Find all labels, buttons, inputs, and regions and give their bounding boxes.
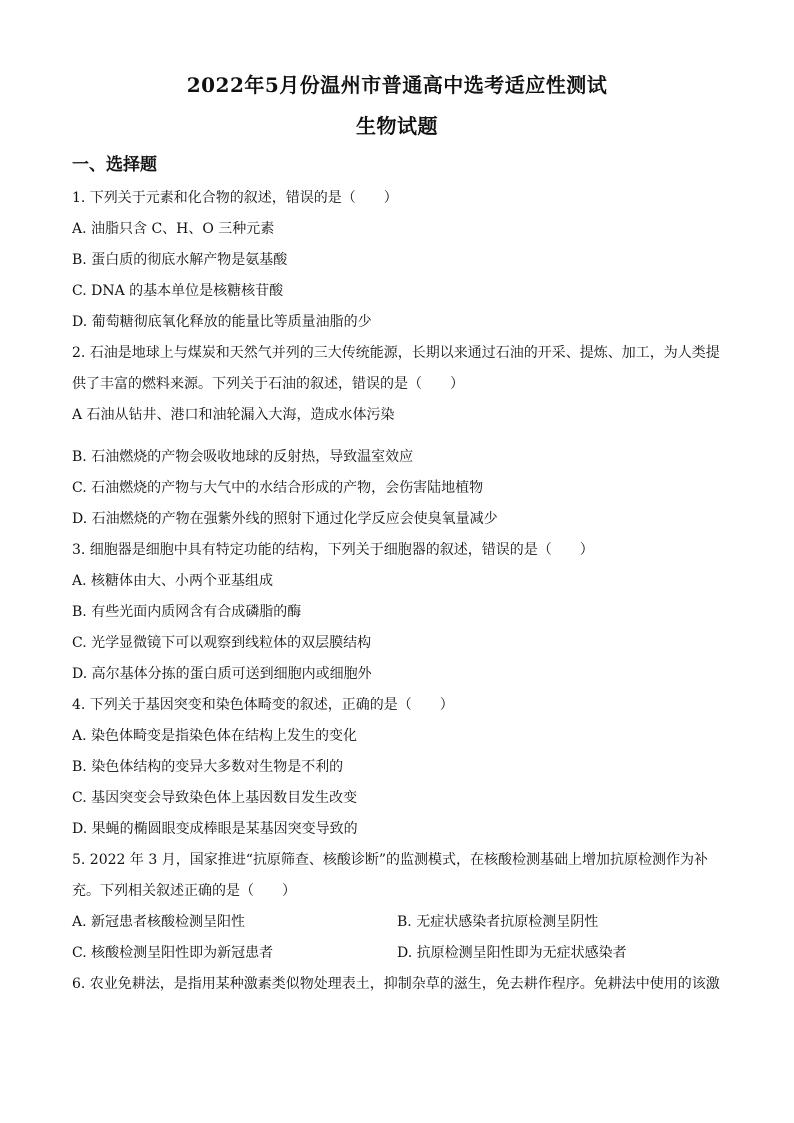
- option-b: B. 石油燃烧的产物会吸收地球的反射热，导致温室效应: [72, 449, 414, 465]
- option-row: [72, 912, 722, 932]
- option-a: A. 新冠患者核酸检测呈阳性: [72, 914, 246, 930]
- question-stem: 5. 2022 年 3 月，国家推进“抗原筛查、核酸诊断”的监测模式，在核酸检测基础上增加抗原检测作为补: [72, 852, 709, 868]
- option-c: C. 基因突变会导致染色体上基因数目发生改变: [72, 790, 358, 806]
- option-b: B. 蛋白质的彻底水解产物是氨基酸: [72, 252, 288, 268]
- option-c: C. 石油燃烧的产物与大气中的水结合形成的产物，会伤害陆地植物: [72, 480, 484, 496]
- question-4: [72, 695, 722, 839]
- option-d: D. 抗原检测呈阳性即为无症状感染者: [397, 945, 627, 961]
- option-d: D. 果蝇的椭圆眼变成棒眼是某基因突变导致的: [72, 821, 358, 837]
- document-subtitle: 生物试题: [356, 114, 438, 138]
- option-b: B. 有些光面内质网含有合成磷脂的酶: [72, 604, 302, 620]
- option-c: C. DNA 的基本单位是核糖核苷酸: [72, 283, 284, 299]
- section-heading: 一、选择题: [72, 155, 157, 175]
- question-stem: 1. 下列关于元素和化合物的叙述，错误的是（ ）: [72, 190, 398, 206]
- question-2: [72, 343, 722, 529]
- option-row: [72, 943, 722, 963]
- option-d: D. 葡萄糖彻底氧化释放的能量比等质量油脂的少: [72, 314, 372, 330]
- question-stem: 4. 下列关于基因突变和染色体畸变的叙述，正确的是（ ）: [72, 697, 454, 713]
- question-list: [72, 188, 722, 1005]
- option-a: A. 染色体畸变是指染色体在结构上发生的变化: [72, 728, 358, 744]
- question-stem: 6. 农业免耕法，是指用某种激素类似物处理表土，抑制杂草的滋生，免去耕作程序。免耕法中使用的该激: [72, 976, 720, 992]
- option-b: B. 无症状感染者抗原检测呈阴性: [397, 914, 599, 930]
- document-title: 2022年5月份温州市普通高中选考适应性测试: [186, 73, 608, 97]
- option-d: D. 石油燃烧的产物在强紫外线的照射下通过化学反应会使臭氧量减少: [72, 511, 498, 527]
- question-stem-continued: 充。下列相关叙述正确的是（ ）: [72, 883, 296, 899]
- option-c: C. 核酸检测呈阳性即为新冠患者: [72, 945, 274, 961]
- option-d: D. 高尔基体分拣的蛋白质可送到细胞内或细胞外: [72, 666, 372, 682]
- question-1: [72, 188, 722, 332]
- question-stem-continued: 供了丰富的燃料来源。下列关于石油的叙述，错误的是（ ）: [72, 376, 464, 392]
- question-stem: 3. 细胞器是细胞中具有特定功能的结构，下列关于细胞器的叙述，错误的是（ ）: [72, 542, 594, 558]
- question-3: [72, 540, 722, 684]
- question-stem: 2. 石油是地球上与煤炭和天然气并列的三大传统能源，长期以来通过石油的开采、提炼、加工，为人类提: [72, 345, 720, 361]
- option-a: A. 核糖体由大、小两个亚基组成: [72, 573, 274, 589]
- option-a: A. 油脂只含 C、H、O 三种元素: [72, 221, 275, 237]
- option-b: B. 染色体结构的变异大多数对生物是不利的: [72, 759, 344, 775]
- question-6: [72, 974, 722, 994]
- option-a: A 石油从钻井、港口和油轮漏入大海，造成水体污染: [72, 407, 395, 423]
- option-c: C. 光学显微镜下可以观察到线粒体的双层膜结构: [72, 635, 372, 651]
- question-5: [72, 850, 722, 963]
